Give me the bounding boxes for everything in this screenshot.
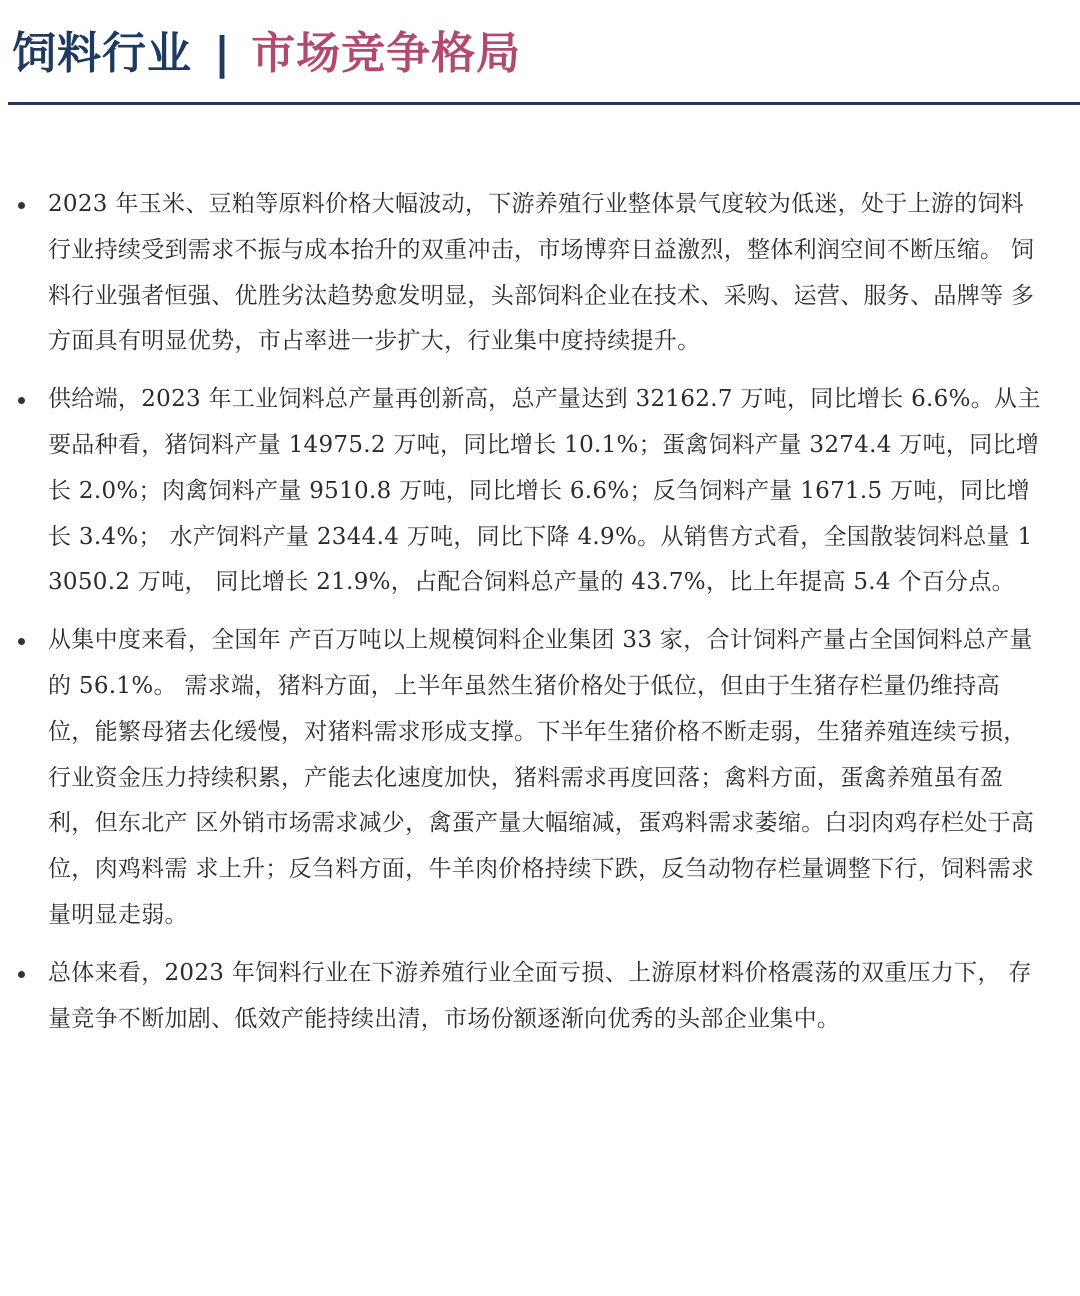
body-content (0, 182, 1080, 1054)
title-separator: | (214, 28, 232, 79)
bullet-dot-icon (18, 397, 25, 404)
bullet-dot-icon (18, 971, 25, 978)
paragraph-text: 2023 年玉米、豆粕等原料价格大幅波动，下游养殖行业整体景气度较为低迷，处于上游的饲料行业持续受到需求不振与成本抬升的双重冲击，市场博弈日益激烈，整体利润空间不断压缩。 饲料行业强者恒强、优胜劣汰趋势愈发明显，头部饲料企业在技术、采购、运营、服务、品牌等 多方面具有明显优势，市占率进一步扩大，行业集中度持续提升。 (48, 191, 1035, 355)
title-industry: 饲料行业 (12, 28, 192, 79)
paragraph-text: 从集中度来看，全国年 产百万吨以上规模饲料企业集团 33 家，合计饲料产量占全国饲料总产量的 56.1%。 需求端，猪料方面，上半年虽然生猪价格处于低位，但由于生猪存栏量仍维持高位，能繁母猪去化缓慢，对猪料需求形成支撑。下半年生猪价格不断走弱，生猪养殖连续亏损，行业资金压力持续积累，产能去化速度加快，猪料需求再度回落；禽料方面，蛋禽养殖虽有盈利，但东北产 区外销市场需求减少，禽蛋产量大幅缩减，蛋鸡料需求萎缩。白羽肉鸡存栏处于高位，肉鸡料需 求上升；反刍料方面，牛羊肉价格持续下跌，反刍动物存栏量调整下行，饲料需求量明显走弱。 (48, 627, 1035, 928)
bullet-item-overview (0, 182, 1080, 365)
bullet-item-summary (0, 951, 1080, 1043)
bullet-item-concentration-demand (0, 618, 1080, 939)
page-header (0, 0, 1080, 108)
bullet-item-supply (0, 377, 1080, 606)
bullet-dot-icon (18, 638, 25, 645)
bullet-dot-icon (18, 202, 25, 209)
header-divider (8, 102, 1080, 105)
bullet-list (0, 182, 1080, 1042)
title-topic: 市场竞争格局 (251, 28, 522, 79)
paragraph-text: 总体来看，2023 年饲料行业在下游养殖行业全面亏损、上游原材料价格震荡的双重压力下， 存量竞争不断加剧、低效产能持续出清，市场份额逐渐向优秀的头部企业集中。 (48, 959, 1032, 1032)
paragraph-text: 供给端，2023 年工业饲料总产量再创新高，总产量达到 32162.7 万吨，同比增长 6.6%。从主要品种看，猪饲料产量 14975.2 万吨，同比增长 10.1%；蛋禽饲料产量 3274.4 万吨，同比增长 2.0%；肉禽饲料产量 9510.8 万吨，同比增长 6.6%；反刍饲料产量 1671.5 万吨，同比增长 3.4%； 水产饲料产量 2344.4 万吨，同比下降 4.9%。从销售方式看，全国散装饲料总量 13050.2 万吨， 同比增长 21.9%，占配合饲料总产量的 43.7%，比上年提高 5.4 个百分点。 (48, 386, 1041, 596)
page-title (12, 26, 521, 82)
